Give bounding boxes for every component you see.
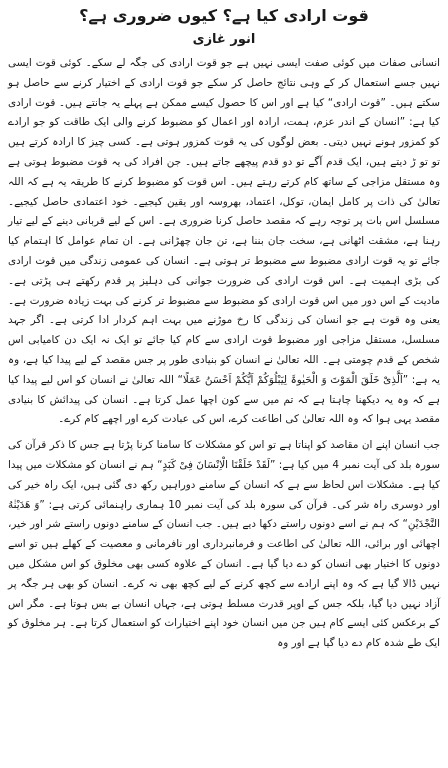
article-body <box>8 54 440 654</box>
paragraph-2: جب انسان اپنے ان مقاصد کو اپناتا ہے تو اس کو مشکلات کا سامنا کرنا پڑتا ہے جس کا ذکر قرآن کی سورہ بلد کی آیت نمبر 4 میں کیا ہے: ”لَقَدْ خَلَقْنَا الْاِنْسَانَ فِیْ کَبَدٍ“ ہم نے انسان کو مشکلات میں پیدا کیا ہے۔ مشکلات اس لحاظ سے ہے کہ انسان کے سامنے دوراہیں رکھ دی گئی ہیں، ایک راہ خیر کی اور دوسری راہ شر کی۔ قرآن کی سورہ بلد کی آیت نمبر 10 ہماری راہنمائی کرتی ہے: ”وَ ھَدَیْنٰهُ النَّجْدَیْنِ“ کہ ہم نے اسے دونوں راستے دکھا دیے ہیں۔ جب انسان کے سامنے دونوں راستے شر اور خیر، اچھائی اور برائی، اللہ تعالیٰ کی اطاعت و فرمانبرداری اور نافرمانی و معصیت کے کھلے ہیں تو اسے دونوں کا اختیار بھی انسان کو دے دیا گیا ہے۔ انسان کے علاوہ کسی بھی مخلوق کو اس مشکل میں نہیں ڈالا گیا ہے کہ وہ اپنے ارادے سے کچھ کرنے کے لیے کچھ بھی نہ کرے۔ انسان کو بھی ہر جگہ پر آزاد نہیں دیا گیا، بلکہ جس کے اوپر قدرت مسلط ہوتی ہے، جہاں انسان بے بس ہوتا ہے۔ مگر اس کے برعکس کئی ایسے کام ہیں جن میں انسان خود اپنے اختیارات کو استعمال کرتا ہے۔ ہر مخلوق کو ایک طے شدہ کام دے دیا گیا ہے اور وہ <box>8 439 440 650</box>
article-title: قوت ارادی کیا ہے؟ کیوں ضروری ہے؟ <box>79 6 369 25</box>
paragraph-1: انسانی صفات میں کوئی صفت ایسی نہیں ہے جو قوت ارادی کی جگہ لے سکے۔ کوئی قوت ایسی نہیں جسے استعمال کر کے وہی نتائج حاصل کر سکے جو قوت ارادی کے اختیار کرنے سے حاصل ہو سکتے ہیں۔ ”قوت ارادی“ کیا ہے اور اس کا حصول کیسے ممکن ہے پہلے یہ جانتے ہیں۔ قوت ارادی کیا ہے: ”انسان کے اندر عزم، ہمت، ارادہ اور اعمال کو مضبوط کرنے والی ایک طاقت کو جو ارادے کو کمزور ہونے نہیں دیتی۔ بعض لوگوں کی یہ قوت کمزور ہوتی ہے۔ کسی چیز کا ارادہ کرتے ہیں تو تو ڑ دیتے ہیں، ایک قدم آگے تو دو قدم پیچھے جاتے ہیں۔ جن افراد کی یہ قوت مضبوط ہوتی ہے وہ مستقل مزاجی کے ساتھ کام کرتے رہتے ہیں۔ اس قوت کو مضبوط کرنے کا طریقہ یہ ہے کہ اللہ تعالیٰ کی ذات پر کامل ایمان، توکل، اعتماد، بھروسہ اور یقین کیجیے۔ خود اعتمادی حاصل کیجیے۔ مسلسل اس بات پر توجہ رہے کہ مقصد حاصل کرنا ضروری ہے۔ اس کے لیے قربانی دینے کے لیے تیار رہنا ہے، مشقت اٹھانی ہے، سخت جان بننا ہے، تن جان چھڑانی ہے۔ ان تمام عوامل کا اہتمام کیا جائے تو یہ قوت ارادی مضبوط سے مضبوط تر ہوتی ہے۔ انسان کی عمومی زندگی میں قوت ارادی کی بڑی اہمیت ہے۔ اس قوت ارادی کی ضرورت جوانی کی دہلیز پر قدم رکھتے ہی پڑتی ہے۔ مادیت کے اس دور میں اس قوت ارادی کو مضبوط سے مضبوط تر کرنے کی بہت زیادہ ضرورت ہے۔ یعنی وہ قوت ہے جو انسان کی زندگی کا رخ موڑنے میں بہت اہم کردار ادا کرتی ہے۔ اگر جہد مسلسل، مستقل مزاجی اور مضبوط قوت ارادی سے کام کیا جائے تو ایک نہ ایک دن کامیابی اس شخص کے قدم چومتی ہے۔ اللہ تعالیٰ نے انسان کو بنیادی طور پر جس مقصد کے لیے پیدا کیا ہے، وہ یہ ہے: ”اَلَّذِیْ خَلَقَ الْمَوْتَ وَ الْحَیٰوۃَ لِیَبْلُوَکُمْ اَیُّکُمْ اَحْسَنُ عَمَلًا“ اللہ تعالیٰ نے انسان کو اس لیے پیدا کیا ہے کہ وہ یہ دیکھنا چاہتا ہے کہ تم میں سے کون اچھا عمل کرتا ہے۔ انسان کی پیدائش کا بنیادی مقصد یہی ہوا کہ وہ اللہ تعالیٰ کی اطاعت کرے، اس کی عبادت کرے اور اچھے کام کرے۔ <box>8 57 440 426</box>
author-name: انور غازی <box>192 32 256 47</box>
